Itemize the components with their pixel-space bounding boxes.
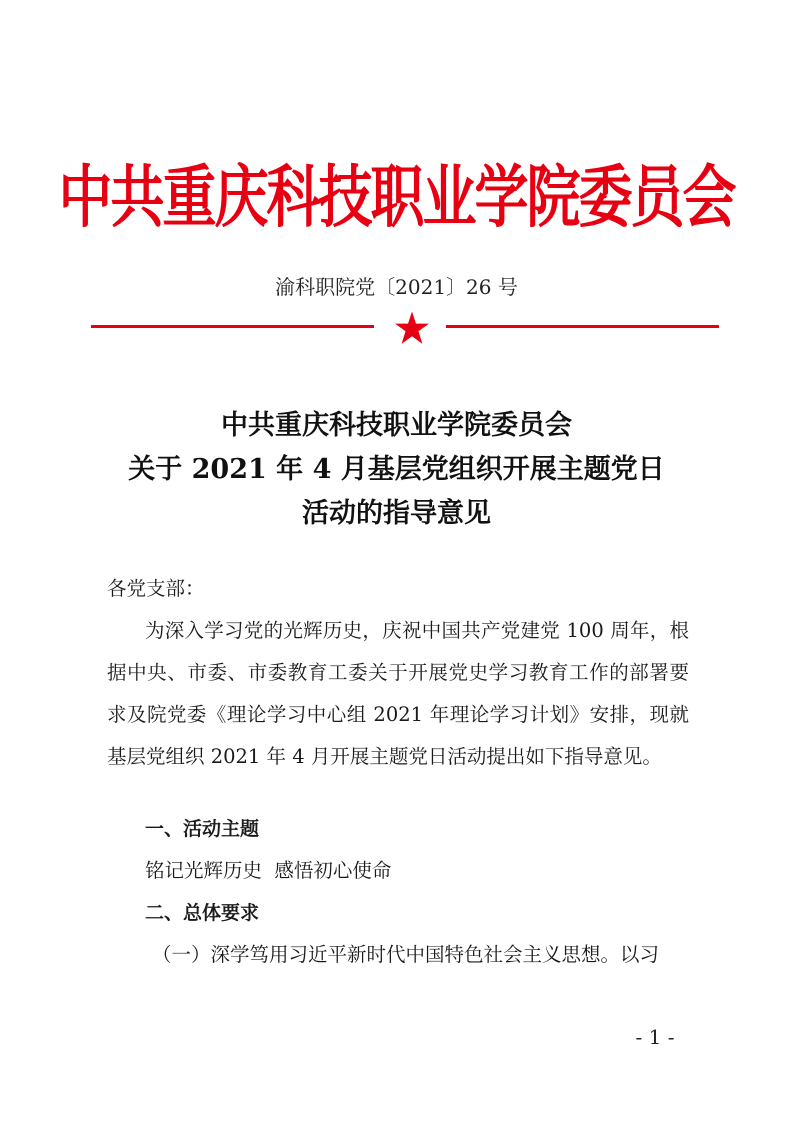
red-divider-right [446, 325, 719, 328]
star-icon [394, 310, 430, 346]
intro-paragraph: 为深入学习党的光辉历史，庆祝中国共产党建党 100 周年，根据中央、市委、市委教育工委关于开展党史学习教育工作的部署要求及院党委《理论学习中心组 2021 年理论学习计划》安排，现就基层党组织 2021 年 4 月开展主题党日活动提出如下指导意见。 [107, 619, 689, 768]
section-heading-requirements: 二、总体要求 [145, 902, 260, 924]
section-heading-theme: 一、活动主题 [145, 818, 260, 840]
document-title-line-3: 活动的指导意见 [302, 498, 491, 529]
document-title-line-2: 关于 2021 年 4 月基层党组织开展主题党日 [128, 454, 665, 485]
salutation: 各党支部： [107, 577, 205, 600]
red-divider-left [91, 325, 374, 328]
requirement-item-1: （一）深学笃用习近平新时代中国特色社会主义思想。以习 [152, 943, 660, 966]
issuing-organization-masthead: 中共重庆科技职业学院委员会 [58, 158, 735, 237]
page-number: - 1 - [635, 1025, 675, 1049]
document-number: 渝科职院党〔2021〕26 号 [275, 275, 518, 299]
document-title-line-1: 中共重庆科技职业学院委员会 [221, 410, 572, 441]
activity-theme-text: 铭记光辉历史 感悟初心使命 [145, 859, 392, 882]
